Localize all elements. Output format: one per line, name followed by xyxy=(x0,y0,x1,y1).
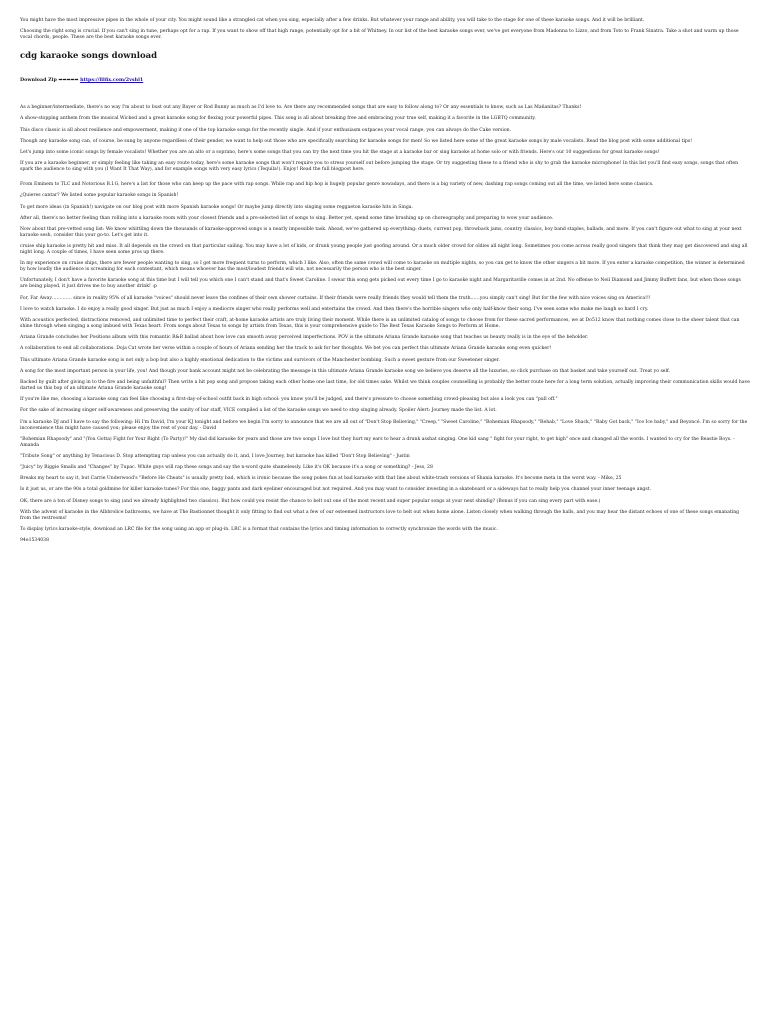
body-paragraph: As a beginner/intermediate, there's no way I'm about to bust out any Bayer or Rod Bunny as much as I'd love to. Are there any recommended songs that are easy to follow along to? Or any essentials to know, such as Las Mañanitas? Thanks! xyxy=(20,105,582,111)
article-body xyxy=(20,105,750,533)
body-paragraph: Backed by guilt after giving in to the fire and being unfaithful? Then write a hit pop song and propose taking each other home one last time, for old times sake. Whilst we think couples counselling is probably the better route here for a long term solution, actually improving their communication skills would have darted us this bop of an ultimate Ariana Grande karaoke song! xyxy=(20,379,750,391)
body-paragraph: For, Far Away…………. since in reality 95% of all karaoke "voices" should never leave the confines of their own shower curtains. If their friends were really friends they would tell them the truth……you simply can't sing! But for the few with nice voices sing on America!!! xyxy=(20,295,651,301)
body-paragraph: A song for the most important person in your life, you! And though your bank account might not be celebrating the message in this ultimate Ariana Grande karaoke song we believe you deserve all the luxuries, so click purchase on that basket and take yourself out. Treat yo self. xyxy=(20,368,670,374)
body-paragraph: cruise ship karaoke is pretty hit and miss. It all depends on the crowd on that particular sailing. You may have a lot of kids, or drunk young people just goofing around. Or a much older crowd for oldies all night long. Sometimes you come across really good singers that think they may get discovered and sing all night long. A couple of times, I have seen some pros up there. xyxy=(20,244,748,256)
body-paragraph: A show-stopping anthem from the musical Wicked and a great karaoke song for flexing your powerful pipes. This song is all about breaking free and embracing your true self, making it a favorite in the LGBTQ community. xyxy=(20,116,536,122)
body-paragraph: This ultimate Ariana Grande karaoke song is not only a bop but also a highly emotional dedication to the victims and survivors of the Manchester bombing. Such a sweet gesture from our Sweetener singer. xyxy=(20,357,500,363)
body-paragraph: In my experience on cruise ships, there are fewer people wanting to sing, so I get more frequent turns to perform, which I like. Also, often the same crowd will come to karaoke on multiple nights, so you can get to know the other singers a bit more. If you enter a karaoke competition, the winner is determined by how loudly the audience is screaming for each contestant, which means whoever has the most/loudest friends will win, not necessarily the person who is the best singer. xyxy=(20,261,745,273)
body-paragraph: If you are a karaoke beginner, or simply feeling like taking an easy route today, here's some karaoke songs that won't require you to stress yourself out before jumping the stage. Or try suggesting these to a friend who is shy to grab the karaoke microphone! In this list you'll find easy songs, songs that often spark the audience to sing with you (I Want It That Way), and for example songs with very easy lyrics (Tequila!). Enjoy! Read the full blogpost here. xyxy=(20,161,739,173)
body-paragraph: Is it just us, or are the 90s a total goldmine for killer karaoke tunes? For this one, baggy pants and dark eyeliner encouraged but not required. And you may want to consider investing in a skateboard or a sideways hat to really help you channel your inner teenage angst. xyxy=(20,487,652,493)
body-paragraph: A collaboration to end all collaborations. Doja Cat wrote her verse within a couple of hours of Ariana sending her the track to ask for her thoughts. We bet you can perfect this ultimate Ariana Grande karaoke song even quicker! xyxy=(20,346,552,352)
body-paragraph: With acoustics perfected, distractions removed, and unlimited time to perfect their craft, at-home karaoke artists are truly living their moment. While there is an unlimited catalog of songs to choose from for these sacred performances, we at Do512 know that nothing comes close to the sheer talent that can shine through when singing a song imbued with Texas heart. From songs about Texas to songs by artists from Texas, this is your comprehensive guide to The Best Texas Karaoke Songs to Perform at Home. xyxy=(20,318,740,329)
download-link[interactable]: https://lllfix.com/2vshl1 xyxy=(80,77,144,84)
body-paragraph: To display lyrics karaoke-style, download an LRC file for the song using an app or plug-in. LRC is a format that contains the lyrics and timing information to correctly synchronize the words with the music. xyxy=(20,527,498,532)
body-paragraph: This disco classic is all about resilience and empowerment, making it one of the top karaoke songs for the recently single. And if your enthusiasm outpaces your vocal range, you can always do the Cake version. xyxy=(20,127,512,133)
body-paragraph: Ariana Grande concludes her Positions album with this romantic R&B ballad about how love can smooth away perceived imperfections. POV is the ultimate Ariana Grande karaoke song that teaches us beauty really is in the eye of the beholder. xyxy=(20,335,589,341)
body-paragraph: "Bohemian Rhapsody" and "(You Gotta) Fight for Your Right (To Party)!" My dad did karaoke for years and those are two songs I love but they hurt my ears to hear a drunk asshat singing. One kid sang " fight for your right, to get high" once and changed all the words. I wanted to cry for the Beastie Boys. - Amanda xyxy=(20,436,735,448)
body-paragraph: If you're like me, choosing a karaoke song can feel like choosing a first-day-of-school outfit back in high school: you know you'll be judged, and there's pressure to choose something crowd-pleasing but also a look you can "pull off." xyxy=(20,397,558,403)
body-paragraph: Now about that pre-vetted song list: We know whittling down the thousands of karaoke-approved songs is a nearly impossible task. Ahead, we've gathered up everything: duets, current pop, throwback jams, country classics, boy band staples, ballads, and more. If you can't figure out what to sing at your next karaoke sesh, consider this your go-to. Let's get into it. xyxy=(20,226,742,238)
body-paragraph: ¿Quieres cantar? We listed some popular karaoke songs in Spanish! xyxy=(20,193,179,199)
body-paragraph: "Juicy" by Biggie Smalls and "Changes" by Tupac. White guys will rap these songs and say the n-word quite shamelessly. Like it's OK because it's a song or something? - Jess, 28 xyxy=(20,465,433,471)
body-paragraph: Breaks my heart to say it, but Carrie Underwood's "Before He Cheats" is usually pretty bad, which is ironic because the song pokes fun at bad karaoke with that line about white-trash versions of Shania karaoke. It's become meta in the worst way. - Mike, 25 xyxy=(20,476,622,482)
download-label: Download Zip ➡➡➡➡➡ xyxy=(20,77,79,84)
body-paragraph: Unfortunately, I don't have a favorite karaoke song at this time but I will tell you which one I can't stand and that's Sweet Caroline. I swear this song gets picked out every time I go to karaoke night and Margaritaville comes in at 2nd. No offense to Neil Diamond and Jimmy Buffett fans, but when those songs are being played, it just drives me to buy another drink! :p xyxy=(20,278,741,290)
body-paragraph: With the advent of karaoke in the Albbrolice bathrooms, we have at The Bastionnet thought it only fitting to find out what a few of our esteemed instructors love to belt out when home alone. Listen closely when walking through the halls, and you may hear the distant echoes of one of these songs emanating from the restrooms! xyxy=(20,509,740,521)
intro-paragraph-2: Choosing the right song is crucial. If you can't sing in tune, perhaps opt for a rap. If you want to show off that high range, potentially opt for a bit of Whitney. In our list of the best karaoke songs ever, we've got everyone from Madonna to Lizzo, and from Toto to Frank Sinatra. Take a shot and warm up those vocal chords, people. These are the best karaoke songs ever. xyxy=(20,29,739,41)
body-paragraph: "Tribute Song" or anything by Tenacious D. Stop attempting rap unless you can actually do it, and, I love Journey, but karaoke has killed "Don't Stop Believing" - Justin xyxy=(20,453,410,459)
body-paragraph: For the sake of increasing singer self-awareness and preserving the sanity of bar staff, VICE compiled a list of the karaoke songs we need to stop singing already. Spoiler Alert: Journey made the list. A lot. xyxy=(20,408,497,414)
body-paragraph: Though any karaoke song can, of course, be sung by anyone regardless of their gender, we want to help out those who are specifically searching for karaoke songs for men! So we listed here some of the great karaoke songs by male vocalists. Read the blog post with some additional tips! xyxy=(20,138,693,144)
intro-paragraph-1: You might have the most impressive pipes in the whole of your city. You might sound like a strangled cat when you sing, especially after a few drinks. But whatever your range and ability, you will take to the stage for one of these karaoke songs. And it will be brilliant. xyxy=(20,18,645,23)
page-title: cdg karaoke songs download xyxy=(20,51,158,62)
hash-code: 94e1534038 xyxy=(20,538,50,544)
body-paragraph: I love to watch karaoke. I do enjoy a really good singer. But just as much I enjoy a mediocre singer who really performs well and entertains the crowd. And then there's the horrible singers who only half-know their song. I've seen some who make me laugh so hard I cry. xyxy=(20,306,649,312)
body-paragraph: OK, there are a ton of Disney songs to sing (and we already highlighted two classics). But how could you resist the chance to belt out one of the most recent and super popular songs at your next shindig? (Bonus if you can sing every part with ease.) xyxy=(20,498,601,504)
body-paragraph: From Eminem to TLC and Notorious B.I.G, here's a list for those who can keep up the pace with rap songs. While rap and hip hop is hugely popular genre nowadays, and there is a big variety of new, dashing rap songs coming out all the time, we listed here some classics. xyxy=(20,182,654,188)
body-paragraph: To get more ideas (in Spanish!) navigate on our blog post with more Spanish karaoke songs! Or maybe jump directly into singing some reggaeton karaoke hits in Singa. xyxy=(20,204,413,210)
body-paragraph: After all, there's no better feeling than rolling into a karaoke room with your closest friends and a pre-selected list of songs to sing. Better yet, spend some time brushing up on choreography and preparing to wow your audience. xyxy=(20,215,554,221)
body-paragraph: Let's jump into some iconic songs by female vocalists! Whether you are an alto or a soprano, here's some songs that you can try the next time you hit the stage at a karaoke bar or sing karaoke at home solo or with friends. Here's our 10 suggestions for great karaoke songs! xyxy=(20,149,660,155)
download-line xyxy=(20,77,750,83)
body-paragraph: I'm a karaoke DJ and I have to say the following: Hi I'm David, I'm your KJ tonight and before we begin I'm sorry to announce that we are all out of "Don't Stop Believing," "Creep," "Sweet Caroline," "Bohemian Rhapsody," "Rehab," "Love Shack," "Baby Got back," "Ice Ice baby," and Beyoncé. I'm so sorry for the inconvenience this might have caused you; please enjoy the rest of your day. - David xyxy=(20,419,748,431)
